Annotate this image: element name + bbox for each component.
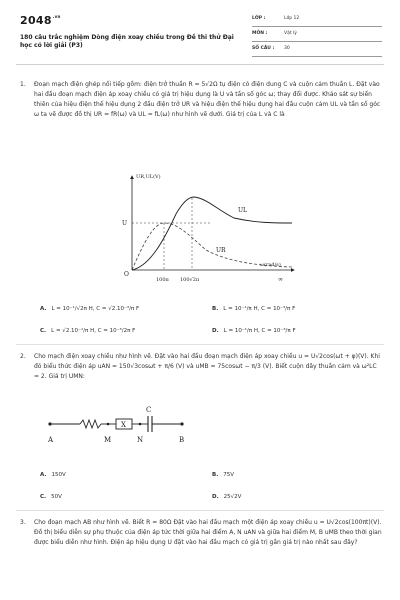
u-label: U bbox=[122, 220, 128, 227]
option-text: L = 10⁻¹/√2π H, C = √2.10⁻³/π F bbox=[51, 306, 140, 312]
option-label: A. bbox=[40, 306, 47, 312]
tick1-label: 100π bbox=[156, 277, 169, 283]
q1-option-c[interactable] bbox=[40, 328, 135, 334]
document-title: 180 câu trắc nghiệm Dòng điện xoay chiều trong Đề thi thử Đại học có lời giải (P3) bbox=[20, 34, 234, 49]
meta-key: LỚP : bbox=[252, 16, 266, 21]
ul-curve bbox=[132, 197, 292, 270]
q1-option-d[interactable] bbox=[212, 328, 296, 334]
x-axis-label: ω(rad/s) bbox=[260, 262, 281, 268]
q2-option-d[interactable] bbox=[212, 494, 241, 500]
option-label: B. bbox=[212, 472, 219, 478]
question-text: Cho mạch điện xoay chiều như hình vẽ. Đặt vào hai đầu đoạn mạch điện áp xoay chiều u = U√2cos(ωt + φ)(V). Khi đó biểu thức điện áp uAN = 150√3cosωt + π/6 (V) và uMB = 75cosωt − π/3 (V). Biết cuộn dây thuần cảm và ω²LC = 2. Giá trị UMN: bbox=[34, 353, 380, 380]
meta-key: MÔN : bbox=[252, 31, 268, 36]
tick2-label: 100√2π bbox=[180, 277, 200, 283]
logo-text: 2048 bbox=[20, 14, 52, 27]
option-text: L = √2.10⁻¹/π H, C = 10⁻³/2π F bbox=[51, 328, 136, 334]
label-a: A bbox=[48, 436, 54, 444]
label-c: C bbox=[146, 406, 152, 414]
meta-row-subject bbox=[252, 27, 382, 42]
ul-label: UL bbox=[238, 207, 248, 214]
question-separator bbox=[16, 510, 384, 511]
option-text: 25√2V bbox=[223, 494, 242, 500]
meta-row-class bbox=[252, 12, 382, 27]
option-text: L = 10⁻¹/π H, C = 10⁻³/π F bbox=[223, 328, 296, 334]
option-label: C. bbox=[40, 494, 47, 500]
question-separator bbox=[16, 344, 384, 345]
node-n bbox=[139, 423, 142, 426]
option-label: B. bbox=[212, 306, 219, 312]
label-b: B bbox=[179, 436, 185, 444]
question-number: 3. bbox=[20, 519, 26, 526]
option-label: A. bbox=[40, 472, 47, 478]
ur-label: UR bbox=[216, 247, 226, 254]
meta-row-count bbox=[252, 42, 382, 57]
q1-graph bbox=[110, 170, 300, 285]
option-text: 150V bbox=[51, 472, 66, 478]
label-x: X bbox=[121, 421, 126, 429]
label-n: N bbox=[137, 436, 144, 444]
site-logo[interactable] bbox=[20, 14, 61, 27]
meta-value: 30 bbox=[284, 46, 290, 51]
q1-option-a[interactable] bbox=[40, 306, 139, 312]
question-text: Cho đoạn mạch AB như hình vẽ. Biết R = 80Ω Đặt vào hai đầu mạch một điện áp xoay chiều u = U√2cos(100πt)(V). Đồ thị biểu diễn sự phụ thuộc của điện áp tức thời giữa hai điểm A, N uAN và giữa hai điểm M, B uMB theo thời gian được biểu diễn như hình. Điện áp hiệu dụng U đặt vào hai đầu mạch có giá trị gần giá trị nào nhất sau đây? bbox=[34, 519, 382, 546]
infinity-label: ∞ bbox=[278, 276, 283, 283]
meta-panel bbox=[252, 12, 382, 57]
label-m: M bbox=[104, 436, 112, 444]
option-text: 75V bbox=[223, 472, 235, 478]
meta-value: Lớp 12 bbox=[284, 16, 300, 21]
option-label: D. bbox=[212, 494, 219, 500]
q2-circuit bbox=[40, 400, 200, 450]
question-number: 1. bbox=[20, 81, 26, 88]
origin-label: O bbox=[124, 271, 129, 278]
node-a bbox=[48, 422, 51, 425]
option-label: D. bbox=[212, 328, 219, 334]
node-m bbox=[107, 423, 110, 426]
question-text: Đoạn mạch điện ghép nối tiếp gồm: điện trở thuần R = 5√2Ω tụ điện có điện dung C và cuộn cảm thuần L. Đặt vào hai đầu đoạn mạch điện áp xoay chiều có giá trị hiệu dụng là U và tần số góc ω; thay đổi được. Khảo sát sự biến thiên của hiệu điện thế hiệu dụng 2 đầu điện trở UR và hiệu điện thế hiệu dụng hai đầu cuộn cảm UL và tần số góc ω ta vẽ được đồ thị UR = fR(ω) và UL = fL(ω) như hình vẽ dưới. Giá trị của L và C là bbox=[34, 81, 381, 118]
q1-option-b[interactable] bbox=[212, 306, 295, 312]
option-text: L = 10⁻¹/π H, C = 10⁻³/π F bbox=[223, 306, 296, 312]
y-axis-label: UR,UL(V) bbox=[136, 174, 161, 180]
meta-value: Vật lý bbox=[284, 31, 297, 36]
q2-option-a[interactable] bbox=[40, 472, 66, 478]
node-b bbox=[180, 422, 183, 425]
q2-option-c[interactable] bbox=[40, 494, 62, 500]
q2-option-b[interactable] bbox=[212, 472, 234, 478]
coil-element bbox=[80, 420, 101, 428]
meta-key: SỐ CÂU : bbox=[252, 46, 275, 51]
option-label: C. bbox=[40, 328, 47, 334]
option-text: 50V bbox=[51, 494, 62, 500]
question-number: 2. bbox=[20, 353, 26, 360]
header-divider bbox=[16, 64, 384, 65]
logo-suffix: .vn bbox=[52, 14, 61, 19]
